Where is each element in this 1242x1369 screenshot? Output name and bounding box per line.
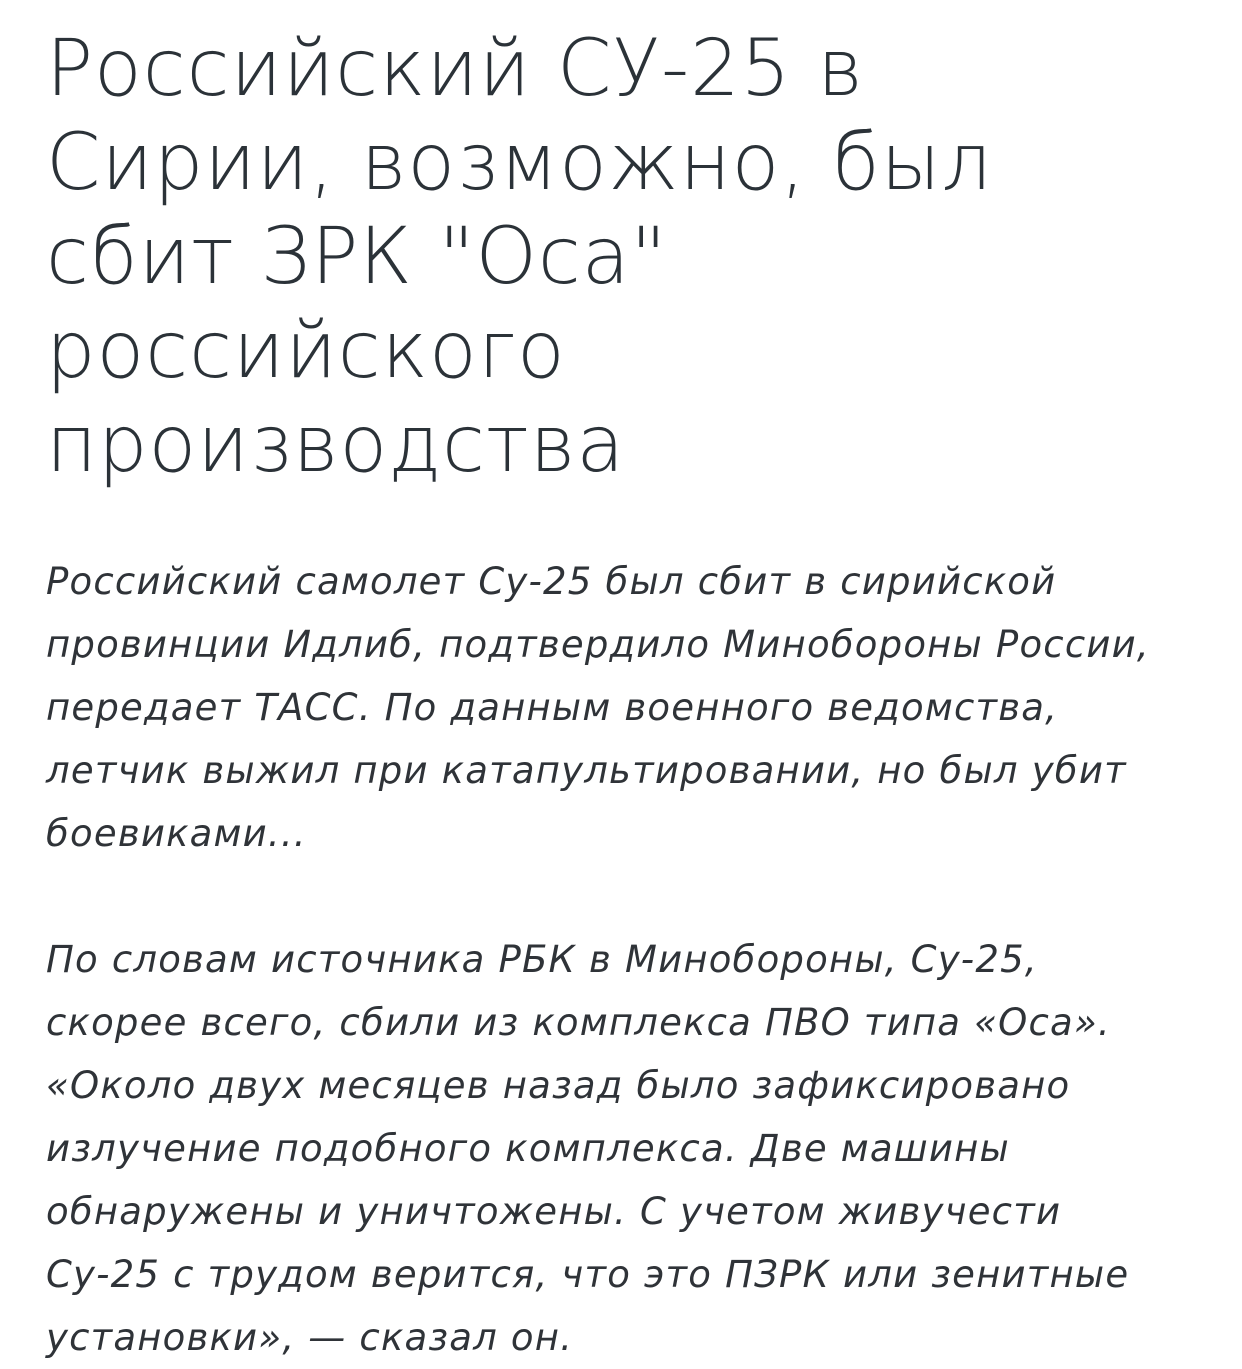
text-line: летчик выжил при катапультировании, но был убит xyxy=(46,749,1127,792)
text-line: Российский самолет Су-25 был сбит в сирийской xyxy=(46,560,1057,603)
text-line: излучение подобного комплекса. Две машины xyxy=(46,1127,1010,1170)
text-line: передает ТАСС. По данным военного ведомства, xyxy=(46,686,1059,729)
text-line: По словам источника РБК в Минобороны, Су-25, xyxy=(46,938,1038,981)
headline xyxy=(46,22,1206,492)
headline-line: Сирии, возможно, был xyxy=(46,118,993,208)
text-line: «Около двух месяцев назад было зафиксировано xyxy=(46,1064,1071,1107)
headline-line: Российский СУ-25 в xyxy=(46,24,864,114)
text-line: провинции Идлиб, подтвердило Минобороны России, xyxy=(46,623,1150,666)
headline-line: сбит ЗРК "Оса" xyxy=(46,212,668,302)
text-line: обнаружены и уничтожены. С учетом живучести xyxy=(46,1190,1062,1233)
paragraph-lead xyxy=(46,550,1206,865)
text-line: установки», — сказал он. xyxy=(46,1316,574,1359)
article-body xyxy=(46,550,1206,1369)
text-line: боевиками... xyxy=(46,812,307,855)
text-line: Су-25 с трудом верится, что это ПЗРК или зенитные xyxy=(46,1253,1130,1296)
text-line: скорее всего, сбили из комплекса ПВО типа «Оса». xyxy=(46,1001,1111,1044)
headline-line: производства xyxy=(46,400,626,490)
paragraph-quote xyxy=(46,928,1206,1369)
headline-line: российского xyxy=(46,306,566,396)
article xyxy=(46,22,1206,1369)
